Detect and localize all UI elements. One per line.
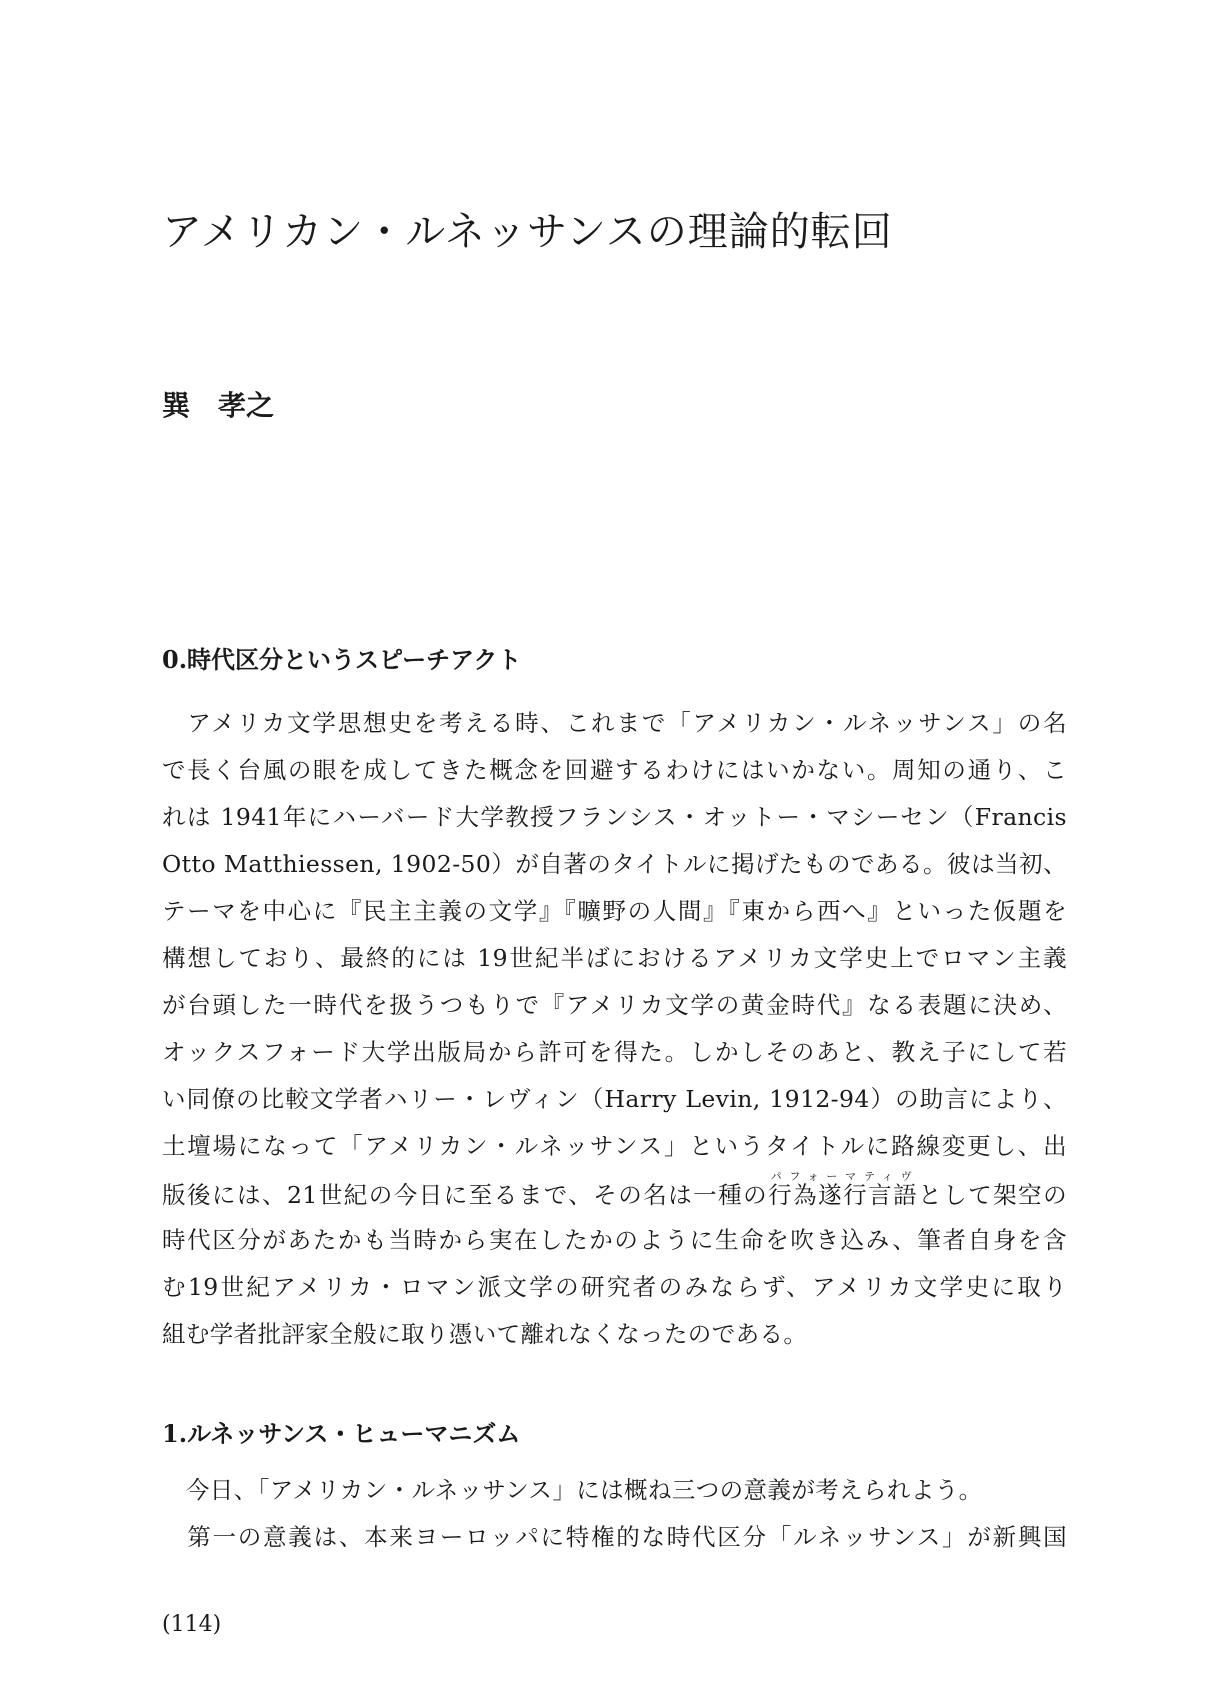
text-line: で長く台風の眼を成してきた概念を回避するわけにはいかない。周知の通り、こ [162, 756, 1067, 784]
ruby-annotation [768, 1170, 919, 1209]
ruby-base: 行為遂行言語 [768, 1181, 919, 1209]
page-number: (114) [162, 1612, 222, 1637]
ruby-line-before: 版後には、21世紀の今日に至るまで、その名は一種の [162, 1181, 769, 1209]
text-line: い同僚の比較文学者ハリー・レヴィン（Harry Levin, 1912-94）の助言により、 [162, 1085, 1067, 1113]
text-line-with-ruby [162, 1170, 1067, 1217]
text-line: 今日、「アメリカン・ルネッサンス」には概ね三つの意義が考えられよう。 [162, 1476, 983, 1504]
text-line: れは 1941年にハーバード大学教授フランシス・オットー・マシーセン（Francis [162, 803, 1067, 831]
text-line: オックスフォード大学出版局から許可を得た。しかしそのあと、教え子にして若 [162, 1038, 1067, 1066]
section-0-body [162, 700, 1067, 1358]
section-heading-0: 0.時代区分というスピーチアクト [162, 645, 522, 674]
text-line: む19世紀アメリカ・ロマン派文学の研究者のみならず、アメリカ文学史に取り [162, 1273, 1067, 1301]
text-line: 時代区分があたかも当時から実在したかのように生命を吹き込み、筆者自身を含 [162, 1226, 1067, 1254]
text-line: 構想しており、最終的には 19世紀半ばにおけるアメリカ文学史上でロマン主義 [162, 944, 1067, 972]
text-line: Otto Matthiessen, 1902-50）が自著のタイトルに掲げたものである。彼は当初、 [162, 850, 1067, 878]
author-name: 巽 孝之 [162, 389, 275, 422]
text-line: 第一の意義は、本来ヨーロッパに特権的な時代区分「ルネッサンス」が新興国 [162, 1523, 1067, 1551]
ruby-line-after: として架空の [918, 1181, 1068, 1209]
text-line: アメリカ文学思想史を考える時、これまで「アメリカン・ルネッサンス」の名 [162, 709, 1067, 737]
article-title: アメリカン・ルネッサンスの理論的転回 [162, 209, 893, 255]
text-line: テーマを中心に『民主主義の文学』『曠野の人間』『東から西へ』といった仮題を [162, 897, 1067, 925]
text-line: 土壇場になって「アメリカン・ルネッサンス」というタイトルに路線変更し、出 [162, 1132, 1067, 1160]
text-line: 組む学者批評家全般に取り憑いて離れなくなったのである。 [162, 1320, 808, 1348]
text-line: が台頭した一時代を扱うつもりで『アメリカ文学の黄金時代』なる表題に決め、 [162, 991, 1067, 1019]
section-heading-1: 1.ルネッサンス・ヒューマニズム [162, 1419, 521, 1448]
ruby-text: パフォーマティヴ [768, 1170, 918, 1183]
section-1-body [162, 1467, 1067, 1561]
